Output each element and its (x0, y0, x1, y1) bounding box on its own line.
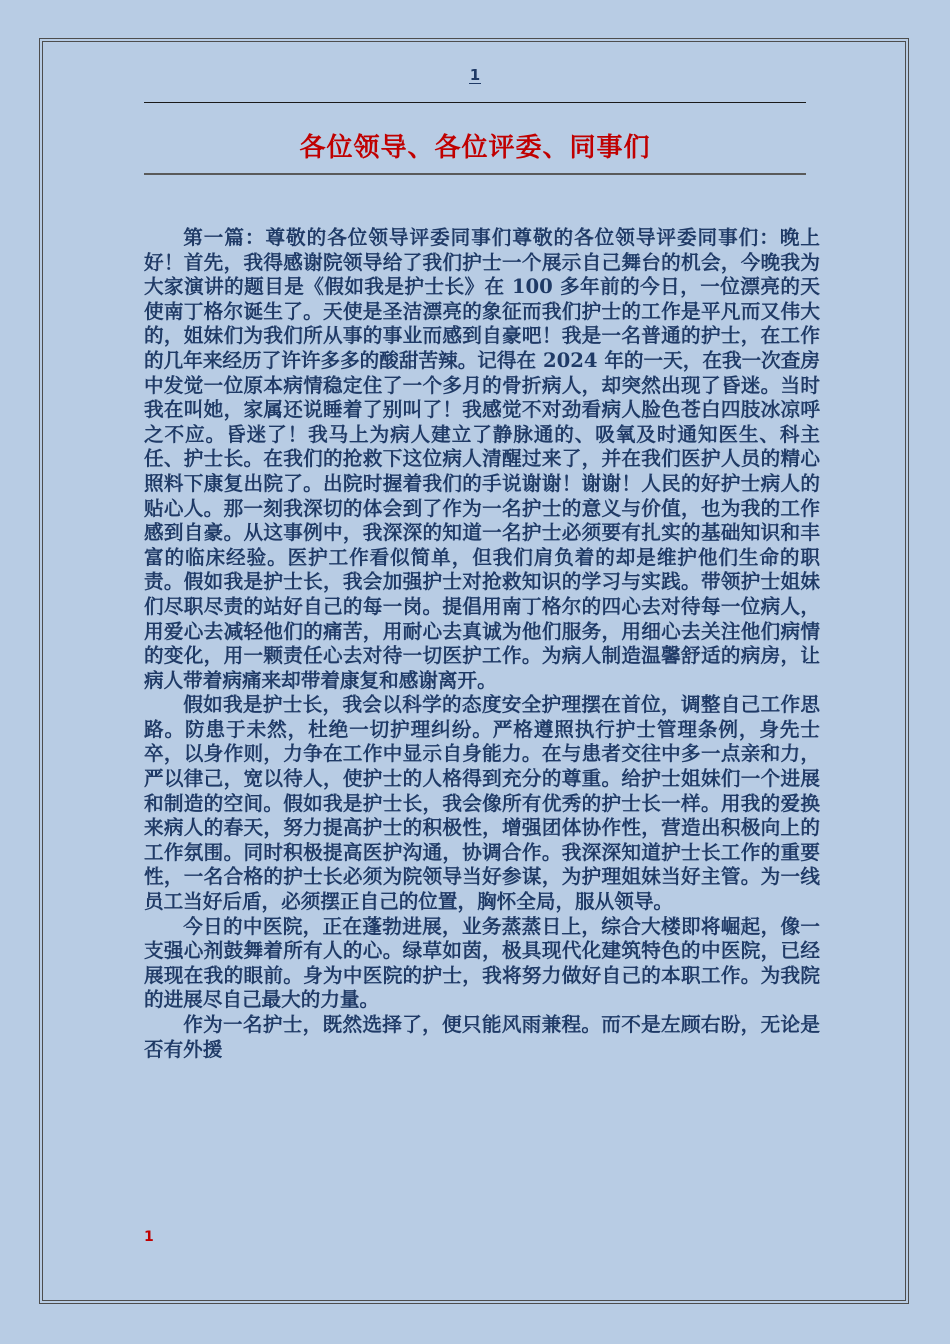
title-rule (144, 173, 806, 175)
body-paragraph: 今日的中医院，正在蓬勃进展，业务蒸蒸日上，综合大楼即将崛起，像一支强心剂鼓舞着所有人的心。绿草如茵，极具现代化建筑特色的中医院，已经展现在我的眼前。身为中医院的护士，我将努力做好自己的本职工作。为我院的进展尽自己最大的力量。 (144, 914, 820, 1012)
body-paragraph: 作为一名护士，既然选择了，便只能风雨兼程。而不是左顾右盼，无论是否有外援 (144, 1013, 820, 1061)
body-paragraph: 第一篇：尊敬的各位领导评委同事们尊敬的各位领导评委同事们：晚上好！首先，我得感谢院领导给了我们护士一个展示自己舞台的机会，今晚我为大家演讲的题目是《假如我是护士长》在 100 多年前的今日，一位漂亮的天使南丁格尔诞生了。天使是圣洁漂亮的象征而我们护士的工作是平凡而又伟大的，姐妹们为我们所从事的事业而感到自豪吧！我是一名普通的护士，在工作的几年来经历了许许多多的酸甜苦辣。记得在 2024 年的一天，在我一次查房中发觉一位原本病情稳定住了一个多月的骨折病人，却突然出现了昏迷。当时我在叫她，家属还说睡着了别叫了！我感觉不对劲看病人脸色苍白四肢冰凉呼之不应。昏迷了！我马上为病人建立了静脉通的、吸氧及时通知医生、科主任、护士长。在我们的抢救下这位病人清醒过来了，并在我们医护人员的精心照料下康复出院了。出院时握着我们的手说谢谢！谢谢！人民的好护士病人的贴心人。那一刻我深切的体会到了作为一名护士的意义与价值，也为我的工作感到自豪。从这事例中，我深深的知道一名护士必须要有扎实的基础知识和丰富的临床经验。医护工作看似简单，但我们肩负着的却是维护他们生命的职责。假如我是护士长，我会加强护士对抢救知识的学习与实践。带领护士姐妹们尽职尽责的站好自己的每一岗。提倡用南丁格尔的四心去对待每一位病人，用爱心去减轻他们的痛苦，用耐心去真诚为他们服务，用细心去关注他们病情的变化，用一颗责任心去对待一切医护工作。为病人制造温馨舒适的病房，让病人带着病痛来却带着康复和感谢离开。 (144, 226, 820, 692)
header-rule (144, 102, 806, 103)
document-title: 各位领导、各位评委、同事们 (299, 133, 651, 163)
body-paragraph: 假如我是护士长，我会以科学的态度安全护理摆在首位，调整自己工作思路。防患于未然，杜绝一切护理纠纷。严格遵照执行护士管理条例，身先士卒，以身作则，力争在工作中显示自身能力。在与患者交往中多一点亲和力，严以律己，宽以待人，使护士的人格得到充分的尊重。给护士姐妹们一个进展和制造的空间。假如我是护士长，我会像所有优秀的护士长一样。用我的爱换来病人的春天，努力提高护士的积极性，增强团体协作性，营造出积极向上的工作氛围。同时积极提高医护沟通，协调合作。我深深知道护士长工作的重要性，一名合格的护士长必须为院领导当好参谋，为护理姐妹当好主管。为一线员工当好后盾，必须摆正自己的位置，胸怀全局，服从领导。 (144, 693, 820, 914)
footer-page-number: 1 (144, 1229, 154, 1245)
document-body (144, 226, 820, 1062)
header-page-number (0, 66, 950, 84)
header-page-number-text: 1 (469, 66, 481, 84)
